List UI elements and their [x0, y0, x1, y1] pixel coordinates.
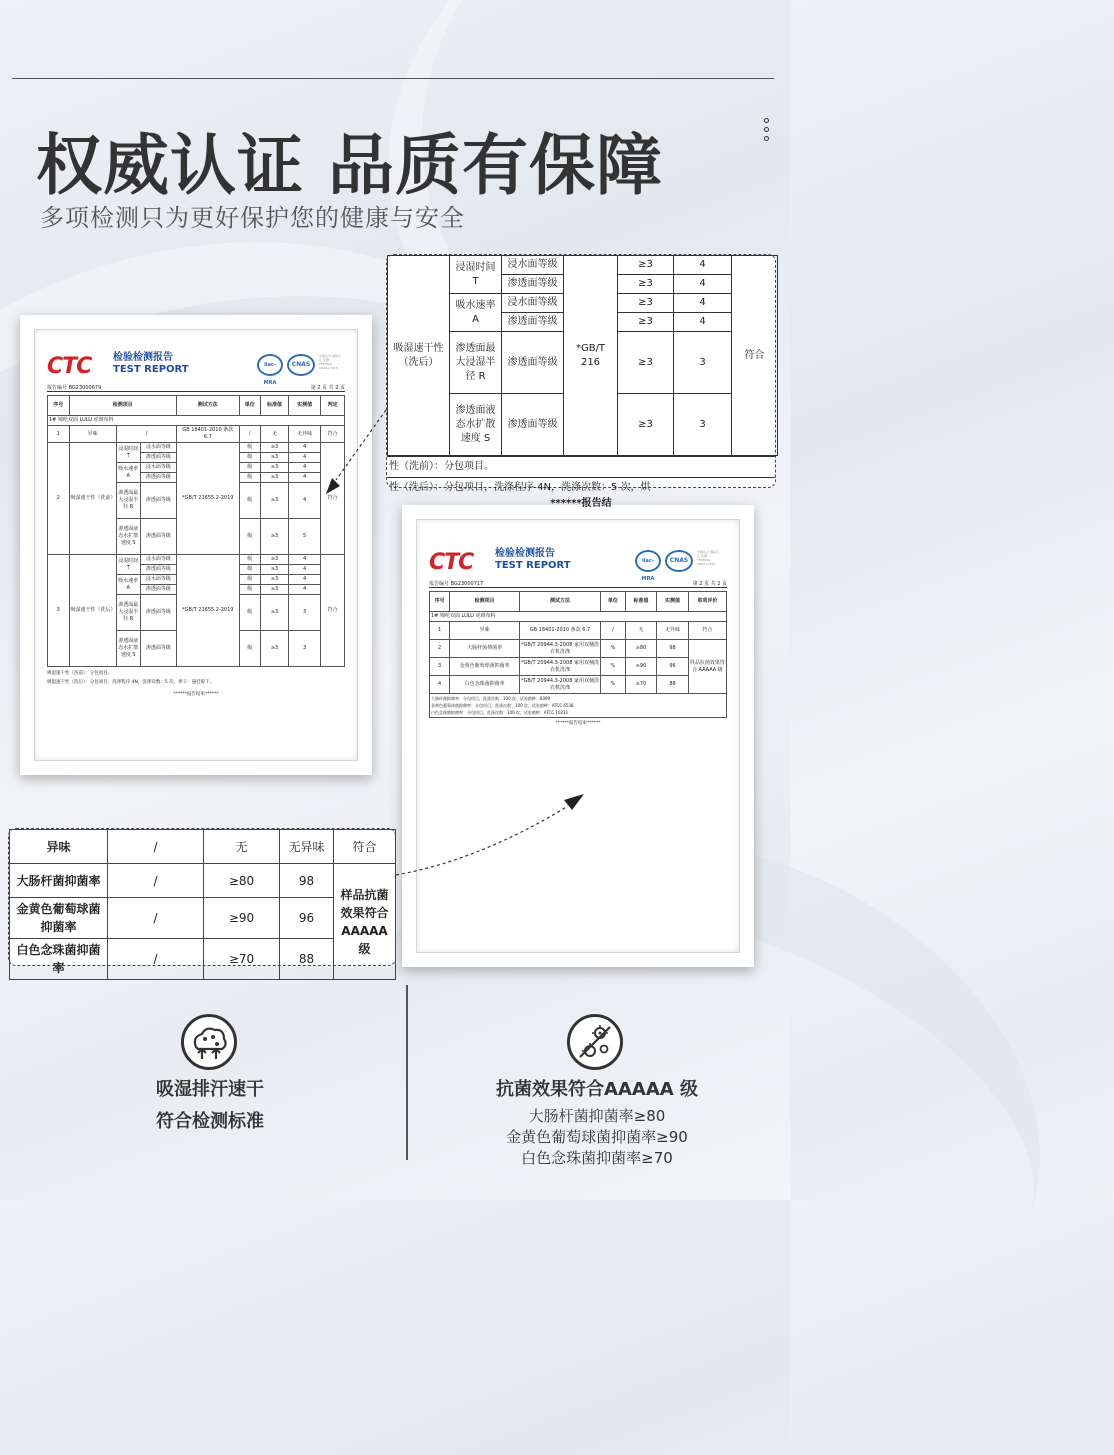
- callout-note-1: 性（洗前）：分包项目。: [387, 456, 775, 477]
- moisture-wicking-icon: [181, 1014, 237, 1070]
- ilac-mra-logo: ilac-MRA: [635, 550, 661, 572]
- report-table: 序号 检测项目 测试方法 单位 标准值 实测值 单项评价 1# 锦纶双面 LULU 虎斑布料 1 异味 GB 18401-2010 条款 6.7 / 无 无异味 符合 2 大肠杆菌抑菌率 *GB/T 20944.3-2008 家用双桶洗衣机洗涤 % ≥80 98 样品抗菌效果符合 AAAAA 级 3 金黄色葡萄球菌抑菌率 *GB/T 20944.3-2008 家用双桶洗衣机洗涤 % ≥90 96 4 白色念珠菌抑菌率 *GB/T 20944.3-2008 家用双桶洗衣机洗涤 % ≥70 88 大肠杆菌抑菌率：分包项目，洗涤次数：100 次，试验菌种：8099 金黄色葡萄球菌抑菌率：分包项目，洗涤次数：100 次，试验菌种：ATCC 6538 白色念珠菌抑菌率：分包项目，洗涤次数：100 次，试验菌种：ATCC 10231: [429, 591, 727, 718]
- cnas-small-text: 中国认可 国际互认 检测 TESTING CNAS L7013: [697, 550, 719, 566]
- report-header: [417, 544, 739, 582]
- page-subtitle: 多项检测只为更好保护您的健康与安全: [40, 204, 465, 232]
- feature-divider: [406, 985, 408, 1160]
- report-title: 检验检测报告 TEST REPORT: [113, 352, 189, 375]
- list-item: 大肠杆菌抑菌率≥80: [528, 1107, 666, 1125]
- report-meta: [47, 382, 345, 392]
- antibacterial-icon: [567, 1014, 623, 1070]
- report-number: 报告编号 BG23000679: [47, 385, 102, 391]
- page-title: 权威认证 品质有保障: [36, 127, 663, 204]
- ctc-logo: CTC: [47, 354, 92, 379]
- zoom-callout-moisture: [386, 254, 776, 509]
- report-meta: [429, 578, 727, 588]
- sample-label: 1# 锦纶双面 LULU 虎斑布料: [48, 416, 345, 426]
- cnas-logo: CNAS: [665, 550, 693, 572]
- sample-label: 1# 锦纶双面 LULU 虎斑布料: [430, 612, 727, 622]
- top-rule: [12, 78, 774, 79]
- report-number: 报告编号 BG23000717: [429, 581, 484, 587]
- report-header: [35, 348, 357, 386]
- feature-antibacterial-title: 抗菌效果符合AAAAA 级: [496, 1079, 698, 1100]
- cnas-small-text: 中国认可 国际互认 检测 TESTING CNAS L7013: [319, 354, 341, 370]
- report-page: 第 2 页 共 2 页: [310, 385, 345, 391]
- report-frame-2: [402, 505, 754, 967]
- report-end-mark: ******报告结束******: [555, 721, 601, 726]
- list-item: 白色念珠菌抑菌率≥70: [521, 1149, 673, 1167]
- ilac-mra-logo: ilac-MRA: [257, 354, 283, 376]
- zoom-callout-antibacterial: [8, 828, 396, 975]
- report-notes: 吸湿速干性（洗前）：分包项目。 吸湿速干性（洗后）：分包项目，洗涤程序 4N，洗涤次数：5 次，烘干：悬挂晾干。: [47, 671, 215, 685]
- cnas-logo: CNAS: [287, 354, 315, 376]
- ctc-logo: CTC: [429, 550, 474, 575]
- callout-table: 吸湿速干性（洗后） 浸湿时间 T 浸水面等级 *GB/T 216 ≥3 4 符合 渗透面等级 ≥3 4 吸水速率 A 浸水面等级 ≥3 4 渗透面等级 ≥3 4 渗透面最大浸湿半径 R 渗透面等级 ≥3 3 渗透面液态水扩散速度 S 渗透面等级 ≥3 3: [387, 255, 778, 456]
- report-title: 检验检测报告 TEST REPORT: [495, 548, 571, 571]
- menu-dots-icon: [762, 118, 770, 145]
- callout-end-mark: ******报告结: [550, 498, 612, 509]
- report-end-mark: ******报告结束******: [173, 692, 219, 697]
- report-page: 第 2 页 共 2 页: [692, 581, 727, 587]
- callout-note-2: 性（洗后）：分包项目，洗涤程序 4N，洗涤次数：5 次，烘: [387, 477, 775, 498]
- report-table: 序号 检测项目 测试方法 单位 标准值 实测值 判定 1# 锦纶双面 LULU 虎斑布料 1 异味 / GB 18401-2010 条款 6.7 / 无 无异味 符合 2 吸湿速干性（洗前） 浸湿时间 T 浸水面等级 *GB/T 21655.2-2019 级 ≥3 4 符合 渗透面等级 级 ≥3 4 吸水速率 A 浸水面等级 级 ≥3 4 渗透面等级 级 ≥3 4 渗透面最大浸湿半径 R 渗透面等级 级 ≥3 4 渗透面液态水扩散速度 S 渗透面等级 级 ≥3 5 3 吸湿速干性（洗后） 浸湿时间 T 浸水面等级 *GB/T 21655.2-2019 级 ≥3 4 符合 渗透面等级 级 ≥3 4 吸水速率 A 浸水面等级 级 ≥3 4 渗透面等级 级 ≥3 4 渗透面最大浸湿半径 R 渗透面等级 级 ≥3 3 渗透面液态水扩散速度 S 渗透面等级 级 ≥3 3: [47, 395, 345, 667]
- feature-antibacterial-list: [478, 1106, 716, 1169]
- list-item: 金黄色葡萄球菌抑菌率≥90: [506, 1128, 688, 1146]
- callout-table: 异味 / 无 无异味 符合 大肠杆菌抑菌率 / ≥80 98 样品抗菌效果符合 AAAAA 级 金黄色葡萄球菌抑菌率 / ≥90 96 白色念珠菌抑菌率 / ≥70 88: [9, 829, 396, 980]
- feature-moisture-title: 吸湿排汗速干 符合检测标准: [156, 1079, 264, 1132]
- report-frame-1: [20, 315, 372, 775]
- report-notes: 大肠杆菌抑菌率：分包项目，洗涤次数：100 次，试验菌种：8099 金黄色葡萄球菌抑菌率：分包项目，洗涤次数：100 次，试验菌种：ATCC 6538 白色念珠菌抑菌率：分包项目，洗涤次数：100 次，试验菌种：ATCC 10231: [430, 694, 727, 718]
